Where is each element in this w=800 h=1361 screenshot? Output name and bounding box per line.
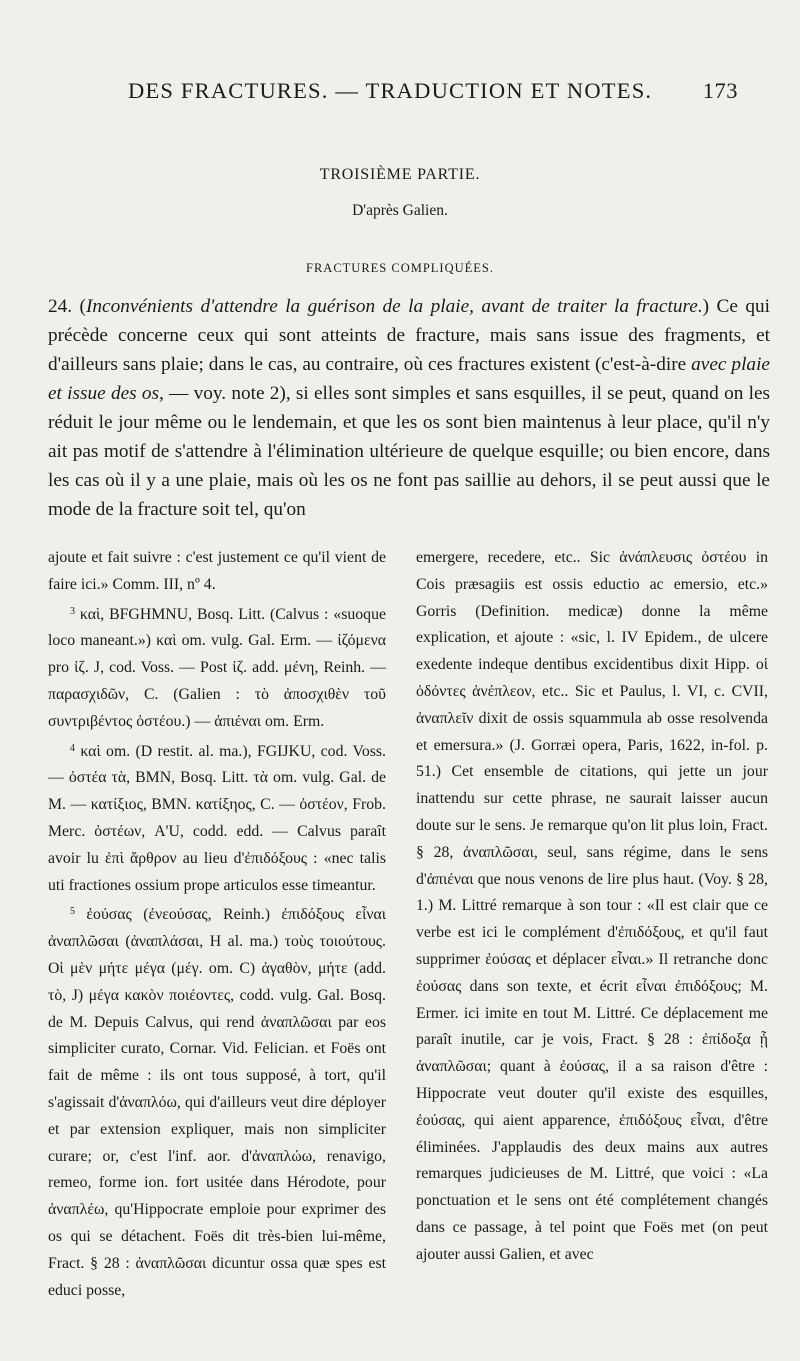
running-head-title: DES FRACTURES. — TRADUCTION ET NOTES. (128, 78, 653, 103)
note-3-text: καὶ, BFGHMNU, Bosq. Litt. (Calvus : «suoque loco maneant.») καὶ om. vulg. Gal. Erm. — ἰζόμενα pro ἰζ. J, cod. Voss. — Post ἰζ. add. μένη, Reinh. — παρασχιδῶν, C. (Galien : τὸ ἀποσχιθὲν τοῦ συντριβέντος ὀστέου.) — ἀπιέναι om. Erm. (48, 605, 386, 730)
note-continuation: ajoute et fait suivre : c'est justement ce qu'il vient de faire ici.» Comm. III, nº 4. (48, 549, 386, 593)
running-head (48, 78, 738, 112)
note-3-marker: 3 (70, 605, 75, 617)
main-paragraph (48, 292, 770, 524)
note-5-continuation: emergere, recedere, etc.. Sic ἀνάπλευσις ὀστέου in Cois præsagiis est ossis eductio ac emersio, etc.» Gorris (Definition. medicæ) donne la même explication, et ajoute : «sic, l. IV Epidem., de ulcere exedente indeque dentibus excidentibus dixit Hipp. οἱ ὀδόντες ἀνέπλεον, etc.. Sic et Paulus, l. VI, c. CVII, ἀναπλεῖν dixit de ossis squammula ab osse resolvenda et emersura.» (J. Gorræi opera, Paris, 1622, in-fol. p. 51.) Cet ensemble de citations, qui jette un jour inattendu sur cette phrase, ne saurait laisser aucun doute sur le sens. Je remarque qu'on lit plus loin, Fract. § 28, ἀναπλῶσαι, seul, sans régime, dans le sens d'ἀπιέναι que nous venons de lire plus haut. (Voy. § 28, 1.) M. Littré remarque à son tour : «Il est clair que ce verbe est ici le complément d'ἐπιδόξους, et qu'il faut supprimer ἐούσας et déplacer εἶναι.» Il retranche donc ἐούσας dans son texte, et écrit εἶναι ἐπιδόξους; M. Ermer. ici imite en tout M. Littré. Ce déplacement me paraît inutile, car je vois, Fract. § 28 : ἐπίδοξα ᾗ ἀναπλῶσαι; quant à ἐούσας, il a sa raison d'être : Hippocrate veut douter qu'il existe des esquilles, ἐούσας, qui aient apparence, ἐπιδόξους εἶναι, d'être éliminées. J'applaudis des deux mains aux autres remarques judicieuses de M. Littré, que voici : «La ponctuation et le sens ont été complétement changés dans ce passage, à tel point que Foës met (on peut ajouter aussi Galien, et avec (416, 549, 768, 1263)
paragraph-text-2: — voy. note 2), si elles sont simples et sans esquilles, il se peut, quand on les réduit le jour même ou le lendemain, et que les os sont bien maintenus à leur place, qu'il n'y ait pas motif de s'attendre à l'élimination ultérieure de quelque esquille; ou bien encore, dans les cas où il y a une plaie, mais où les os ne font pas saillie au dehors, il se peut aussi que le mode de la fracture soit tel, qu'on (48, 383, 770, 520)
paragraph-italic: avec plaie et issue des os, (48, 354, 770, 404)
note-4-text: καὶ om. (D restit. al. ma.), FGIJKU, cod. Voss. — ὀστέα τὰ, BMN, Bosq. Litt. τὰ om. vulg. Gal. de M. — κατίξιος, BMN. κατίξηος, C. — ὀστέον, Frob. Merc. ὀστέων, A'U, codd. edd. — Calvus paraît avoir lu ἐπὶ ἄρθρον au lieu d'ἐπιδόξους : «nec talis uti fractiones ossium prope articulos esse timeantur. (48, 742, 386, 894)
paragraph-number: 24. (48, 296, 73, 317)
paragraph-heading: Inconvénients d'attendre la guérison de la plaie, avant de traiter la fracture. (85, 296, 703, 317)
note-4-marker: 4 (70, 742, 75, 754)
note-4 (48, 736, 386, 900)
note-5 (48, 899, 386, 1304)
paragraph-open: ( (79, 296, 86, 317)
notes-right-column (416, 545, 768, 1269)
notes-left-column (48, 545, 386, 1304)
note-3 (48, 599, 386, 736)
paragraph-text-1: ) Ce qui précède concerne ceux qui sont atteints de fracture, mais sans issue des fragments, et d'ailleurs sans plaie; dans le cas, au contraire, où ces fractures existent (c'est-à-dire (48, 296, 770, 375)
note-5-marker: 5 (70, 906, 75, 918)
section-title: FRACTURES COMPLIQUÉES. (306, 261, 494, 275)
part-title: TROISIÈME PARTIE. (319, 166, 481, 183)
part-subtitle: D'après Galien. (352, 202, 448, 219)
note-5-text: ἐούσας (ἐνεούσας, Reinh.) ἐπιδόξους εἶναι ἀναπλῶσαι (ἀναπλάσαι, H al. ma.) τοὺς τοιούτους. Οἱ μὲν μήτε μέγα (μέγ. om. C) ἀγαθὸν, μήτε (add. τὸ, J) μέγα κακὸν ποιέοντες, codd. vulg. Gal. Bosq. de M. Depuis Calvus, qui rend ἀναπλῶσαι par eos simpliciter curato, Cornar. Vid. Felician. et Foës ont fait de même : ils ont tous supposé, à tort, qu'il s'agissait d'ἀναπλόω, qui d'ailleurs veut dire déployer et par extension expliquer, mais non simpliciter curare; or, c'est l'inf. aor. d'ἀναπλώω, renavigo, remeo, forme ion. fort usitée dans Hérodote, pour ἀναπλέω, qu'Hippocrate emploie pour exprimer des os qui se détachent. Foës dit très-bien lui-même, Fract. § 28 : ἀναπλῶσαι dicuntur ossa quæ spes est educi posse, (48, 906, 386, 1299)
page-number: 173 (702, 78, 738, 103)
main-text (48, 292, 770, 524)
